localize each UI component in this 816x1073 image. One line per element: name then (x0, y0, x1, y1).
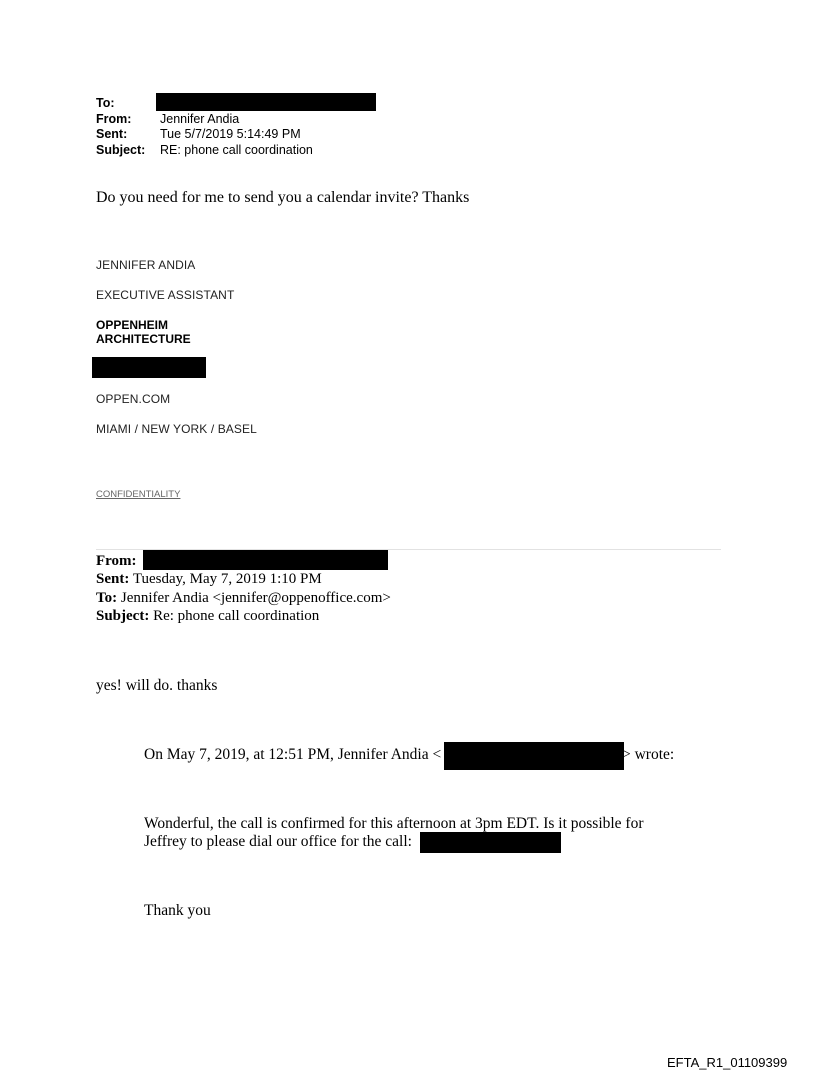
quoted-to-value: Jennifer Andia <jennifer@oppenoffice.com> (120, 590, 391, 606)
nested-closing: Thank you (144, 902, 211, 919)
confidentiality-link[interactable]: CONFIDENTIALITY (96, 489, 181, 500)
to-label: To: (96, 96, 115, 110)
redacted-office-number (420, 832, 561, 853)
nested-attribution-prefix: On May 7, 2019, at 12:51 PM, Jennifer Andia < (144, 746, 442, 763)
nested-line-2: Jeffrey to please dial our office for the call: (144, 833, 412, 850)
redacted-email (444, 742, 624, 770)
reply-body: Do you need for me to send you a calendar invite? Thanks (96, 189, 470, 206)
company-name-line2: ARCHITECTURE (96, 332, 191, 346)
subject-value: RE: phone call coordination (160, 143, 313, 157)
sent-value: Tue 5/7/2019 5:14:49 PM (160, 127, 301, 141)
redacted-phone (92, 357, 206, 378)
quoted-body: yes! will do. thanks (96, 677, 218, 694)
signature-locations: MIAMI / NEW YORK / BASEL (96, 422, 257, 436)
redacted-recipient (156, 93, 376, 111)
quoted-sent-value: Tuesday, May 7, 2019 1:10 PM (132, 571, 322, 587)
subject-label: Subject: (96, 143, 146, 157)
redacted-sender (143, 550, 388, 570)
quoted-subject-value: Re: phone call coordination (153, 608, 320, 624)
from-label: From: (96, 112, 132, 126)
signature-website[interactable]: OPPEN.COM (96, 392, 171, 406)
quoted-from-label: From: (96, 553, 137, 569)
signature-name: JENNIFER ANDIA (96, 258, 196, 272)
nested-line-1: Wonderful, the call is confirmed for this afternoon at 3pm EDT. Is it possible for (144, 815, 644, 832)
quoted-sent-label: Sent: (96, 571, 130, 587)
quoted-subject-label: Subject: (96, 608, 150, 624)
sent-label: Sent: (96, 127, 128, 141)
company-name-line1: OPPENHEIM (96, 318, 169, 332)
from-value: Jennifer Andia (160, 112, 240, 126)
signature-title: EXECUTIVE ASSISTANT (96, 288, 235, 302)
nested-attribution-suffix: > wrote: (622, 746, 675, 763)
quoted-to-label: To: (96, 590, 118, 606)
document-id: EFTA_R1_01109399 (667, 1055, 788, 1070)
